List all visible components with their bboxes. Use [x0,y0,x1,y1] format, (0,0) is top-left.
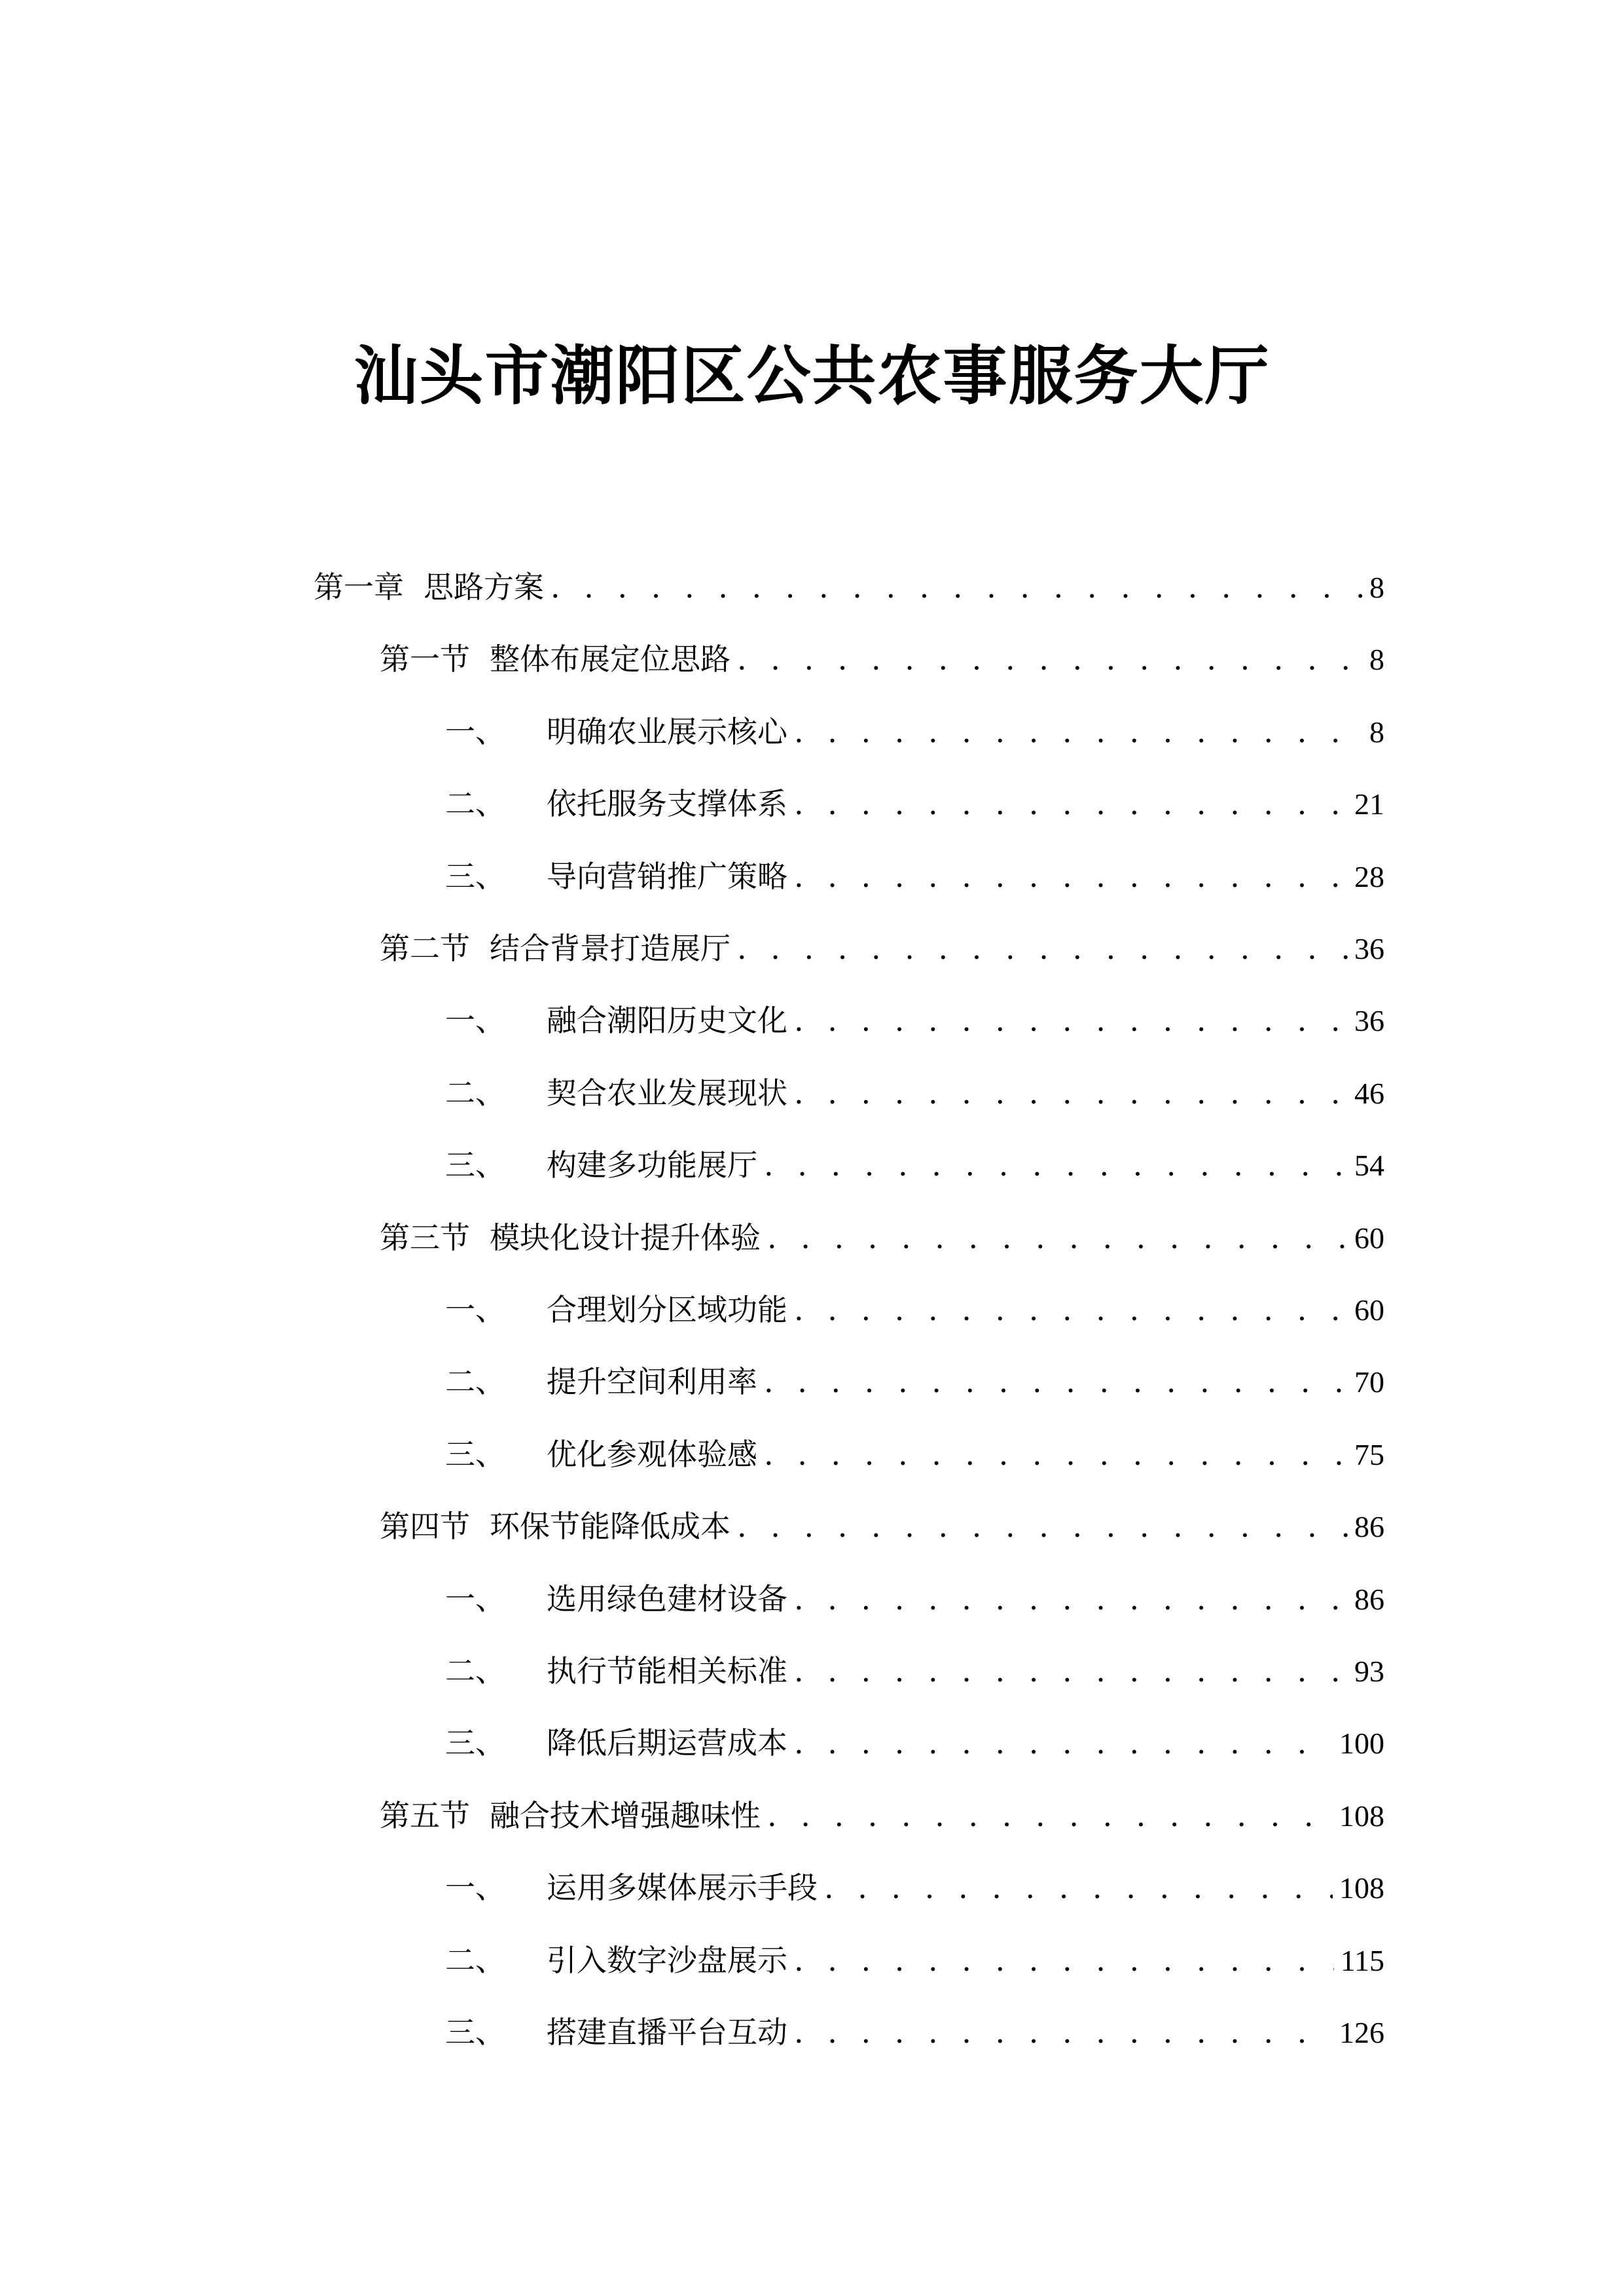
toc-entry-label [380,925,731,971]
dot-leader [794,1720,1333,1766]
toc-entry-label [445,1865,818,1910]
toc-entry-page: 46 [1354,1076,1384,1110]
dot-leader [794,1648,1348,1694]
toc-entry-number: 三、 [445,2015,505,2050]
dot-leader [794,853,1348,899]
toc-entry-page: 54 [1354,1149,1384,1183]
toc-entry-page: 115 [1340,1943,1384,1977]
toc-entry-page: 36 [1354,1004,1384,1038]
toc-entry-number: 第五节 [380,1797,470,1833]
toc-entry-page: 21 [1354,787,1384,821]
dot-leader [794,2009,1333,2055]
dot-leader [794,1287,1348,1333]
toc-entry-page: 126 [1339,2016,1384,2049]
toc-entry-label [445,1359,757,1405]
toc-entry-text: 优化参观体验感 [547,1436,757,1472]
toc-entry-label [380,1793,761,1839]
toc-entry-label [445,1648,787,1694]
toc-entry[interactable] [380,636,1384,683]
toc-entry-number: 第一章 [314,569,404,605]
toc-entry-label [445,1576,787,1622]
toc-entry[interactable] [445,997,1384,1044]
toc-entry[interactable] [380,1793,1384,1839]
toc-entry-number: 一、 [445,1292,505,1327]
toc-entry-label [445,1720,787,1766]
toc-entry-label [314,564,544,610]
toc-entry[interactable] [445,1287,1384,1333]
toc-entry-text: 明确农业展示核心 [547,713,787,749]
toc-entry-page: 28 [1354,859,1384,893]
toc-entry-text: 整体布展定位思路 [490,641,731,677]
dot-leader [764,1359,1348,1405]
toc-entry-page: 93 [1354,1655,1384,1688]
toc-entry-text: 依托服务支撑体系 [547,786,787,822]
toc-entry[interactable] [445,1431,1384,1478]
toc-entry-page: 100 [1339,1727,1384,1761]
toc-entry-number: 三、 [445,1147,505,1183]
toc-entry-number: 二、 [445,1653,505,1689]
toc-entry-page: 70 [1354,1365,1384,1399]
toc-entry-number: 二、 [445,786,505,822]
dot-leader [737,925,1348,971]
toc-entry-number: 第二节 [380,931,470,966]
toc-entry-number: 二、 [445,1075,505,1111]
toc-entry-page: 8 [1369,715,1384,749]
toc-entry[interactable] [445,853,1384,900]
toc-entry-text: 运用多媒体展示手段 [547,1870,818,1906]
toc-entry-page: 60 [1354,1293,1384,1327]
toc-entry-text: 结合背景打造展厅 [490,931,731,966]
toc-entry-text: 降低后期运营成本 [547,1725,787,1761]
dot-leader [767,1215,1348,1261]
toc-entry-label [380,1503,731,1549]
toc-entry[interactable] [380,1215,1384,1261]
toc-entry[interactable] [445,1070,1384,1117]
toc-entry-number: 三、 [445,858,505,894]
toc-entry[interactable] [445,709,1384,755]
dot-leader [737,1503,1348,1549]
toc-entry-page: 86 [1354,1582,1384,1616]
toc-entry-text: 构建多功能展厅 [547,1147,757,1183]
toc-entry-page: 8 [1369,643,1384,677]
dot-leader [737,636,1363,682]
toc-entry-text: 引入数字沙盘展示 [547,1942,787,1978]
toc-entry[interactable] [445,1648,1384,1695]
toc-entry-label [445,709,787,755]
toc-entry-text: 思路方案 [424,569,544,605]
dot-leader [794,997,1348,1043]
dot-leader [794,1070,1348,1116]
dot-leader [824,1865,1333,1910]
toc-entry-page: 36 [1354,932,1384,965]
toc-entry-text: 模块化设计提升体验 [490,1219,761,1255]
toc-entry[interactable] [445,1937,1384,1984]
toc-entry-page: 108 [1339,1799,1384,1833]
toc-entry-number: 二、 [445,1942,505,1978]
toc-entry-text: 选用绿色建材设备 [547,1581,787,1617]
dot-leader [794,1937,1334,1983]
toc-entry-text: 导向营销推广策略 [547,858,787,894]
toc-entry-number: 三、 [445,1436,505,1472]
toc-entry-label [445,781,787,827]
toc-entry-number: 第三节 [380,1219,470,1255]
toc-entry-label [445,1431,757,1477]
toc-entry-label [445,853,787,899]
toc-entry-page: 8 [1369,571,1384,604]
toc-entry-number: 一、 [445,1003,505,1039]
toc-entry[interactable] [445,1142,1384,1189]
toc-entry-label [445,1070,787,1116]
toc-entry-label [445,1287,787,1333]
toc-entry-label [445,1142,757,1188]
toc-entry-text: 环保节能降低成本 [490,1509,731,1545]
toc-entry-text: 提升空间利用率 [547,1364,757,1400]
toc-entry[interactable] [380,1503,1384,1550]
toc-entry-text: 执行节能相关标准 [547,1653,787,1689]
toc-entry-text: 契合农业发展现状 [547,1075,787,1111]
toc-entry-number: 一、 [445,1870,505,1906]
toc-entry-number: 一、 [445,713,505,749]
toc-entry-label [380,1215,761,1261]
toc-entry-label [445,1937,787,1983]
toc-entry-number: 三、 [445,1725,505,1761]
toc-entry-page: 108 [1339,1871,1384,1905]
toc-entry-text: 融合潮阳历史文化 [547,1003,787,1039]
dot-leader [764,1431,1348,1477]
toc-entry[interactable] [445,1359,1384,1405]
toc-entry-number: 第四节 [380,1509,470,1545]
toc-entry-label [445,997,787,1043]
dot-leader [764,1142,1348,1188]
toc-entry[interactable] [445,1576,1384,1623]
dot-leader [767,1793,1333,1839]
toc-entry[interactable] [445,1720,1384,1767]
toc-entry-number: 一、 [445,1581,505,1617]
toc-entry[interactable] [445,2009,1384,2056]
dot-leader [794,709,1363,755]
toc-entry-page: 60 [1354,1221,1384,1255]
toc-entry-page: 75 [1354,1437,1384,1471]
dot-leader [794,781,1348,827]
toc-entry-label [445,2009,787,2055]
toc-entry-label [380,636,731,682]
toc-entry-text: 搭建直播平台互动 [547,2015,787,2050]
toc-entry-text: 融合技术增强趣味性 [490,1797,761,1833]
toc-entry[interactable] [445,781,1384,827]
toc-entry-page: 86 [1354,1510,1384,1544]
toc-entry-number: 二、 [445,1364,505,1400]
document-title: 汕头市潮阳区公共农事服务大厅 [353,338,1271,414]
dot-leader [794,1576,1348,1622]
toc-entry-text: 合理划分区域功能 [547,1292,787,1327]
toc-entry-number: 第一节 [380,641,470,677]
toc-entry[interactable] [314,564,1384,611]
toc-entry[interactable] [380,925,1384,972]
toc-entry[interactable] [445,1865,1384,1911]
dot-leader [550,564,1363,610]
